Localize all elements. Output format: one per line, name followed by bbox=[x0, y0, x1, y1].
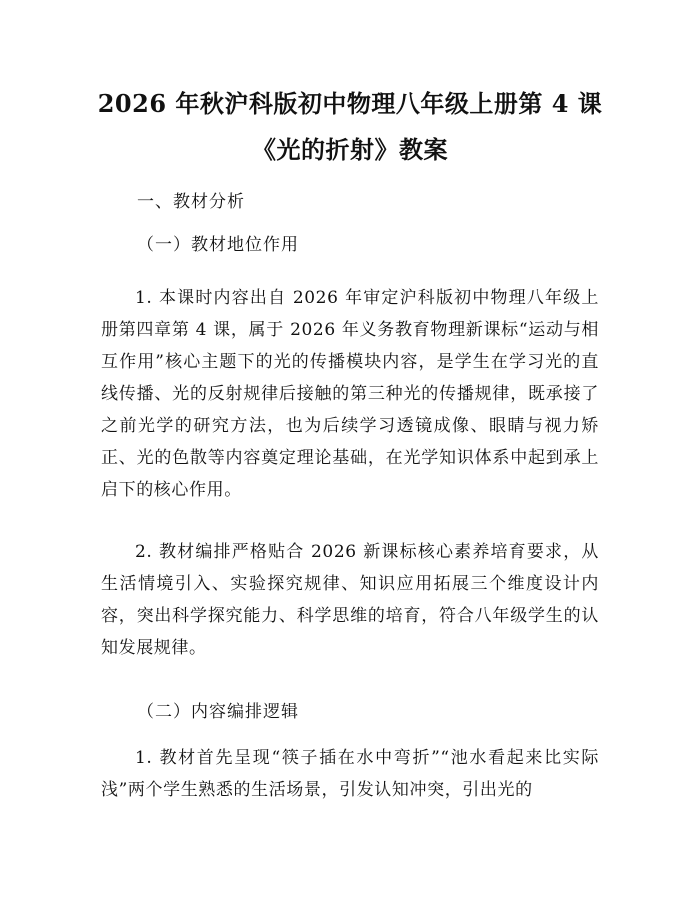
paragraph-content-logic: 1. 教材首先呈现“筷子插在水中弯折”“池水看起来比实际浅”两个学生熟悉的生活场景，引发认知冲突，引出光的 bbox=[101, 748, 599, 800]
section-heading-material-analysis: 一、教材分析 bbox=[137, 192, 245, 212]
document-title-line1: 2026 年秋沪科版初中物理八年级上册第 4 课 bbox=[97, 89, 603, 118]
document-title-line2: 《光的折射》教案 bbox=[252, 135, 448, 164]
subsection-heading-position-role: （一）教材地位作用 bbox=[137, 235, 299, 255]
subsection-heading-content-logic: （二）内容编排逻辑 bbox=[137, 702, 299, 722]
paragraph-position-role: 1. 本课时内容出自 2026 年审定沪科版初中物理八年级上册第四章第 4 课，属于 2026 年义务教育物理新课标“运动与相互作用”核心主题下的光的传播模块内容，是学生在学习光的直线传播、光的反射规律后接触的第三种光的传播规律，既承接了之前光学的研究方法，也为后续学习透镜成像、眼睛与视力矫正、光的色散等内容奠定理论基础，在光学知识体系中起到承上启下的核心作用。 bbox=[101, 288, 599, 500]
paragraph-curriculum-alignment: 2. 教材编排严格贴合 2026 新课标核心素养培育要求，从生活情境引入、实验探究规律、知识应用拓展三个维度设计内容，突出科学探究能力、科学思维的培育，符合八年级学生的认知发展规律。 bbox=[101, 542, 599, 658]
